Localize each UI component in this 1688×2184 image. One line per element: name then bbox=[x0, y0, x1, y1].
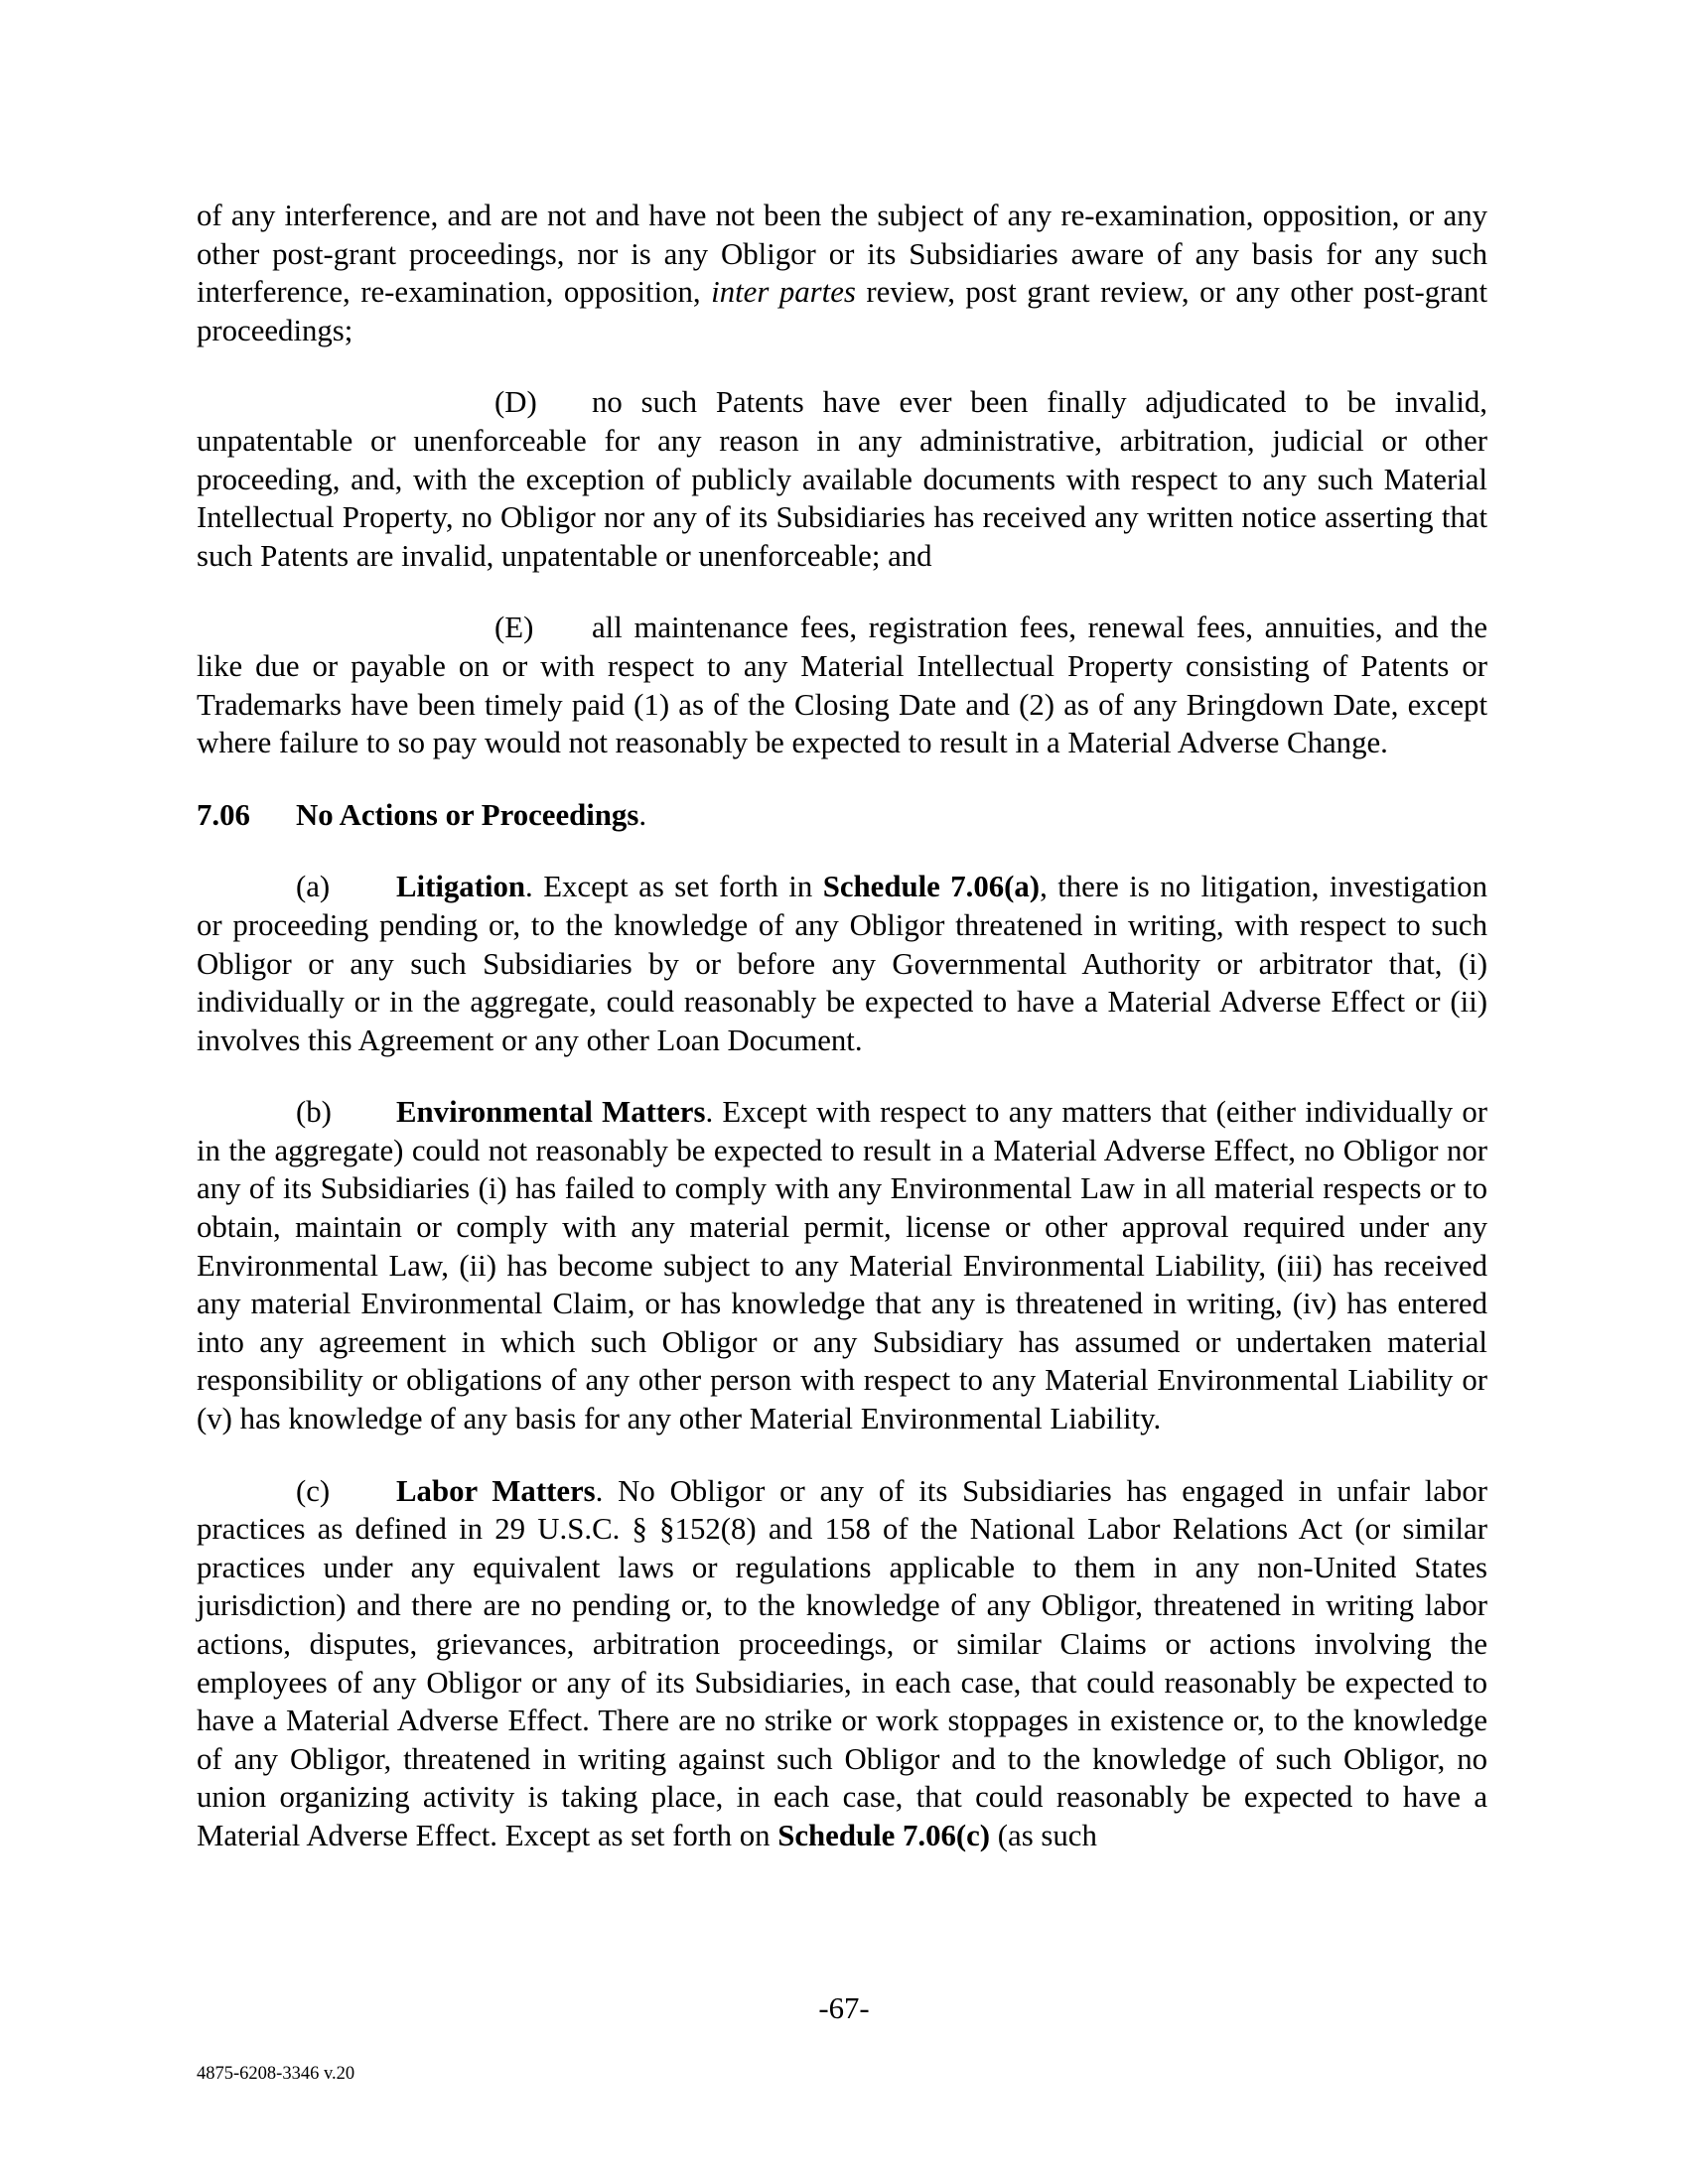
schedule-7-06-c-ref: Schedule 7.06(c) bbox=[777, 1818, 991, 1852]
document-body bbox=[197, 197, 1487, 1889]
subsection-b-heading: Environmental Matters bbox=[396, 1095, 706, 1130]
subsection-c-paragraph bbox=[197, 1472, 1487, 1855]
clause-e-text: all maintenance fees, registration fees, renewal fees, annuities, and the like due or payable on or with respect to any Material Intellectual Property consisting of Patents or Trademarks have been timely paid (1) as of the Closing Date and (2) as of any Bringdown Date, except where failure to so pay would not reasonably be expected to result in a Material Adverse Change. bbox=[197, 611, 1487, 760]
subsection-c-text: . No Obligor or any of its Subsidiaries has engaged in unfair labor practices as defined in 29 U.S.C. § §152(8) and 158 of the National Labor Relations Act (or similar practices under any equivalent laws or regulations applicable to them in any non-United States jurisdiction) and there are no pending or, to the knowledge of any Obligor, threatened in writing labor actions, disputes, grievances, arbitration proceedings, or similar Claims or actions involving the employees of any Obligor or any of its Subsidiaries, in each case, that could reasonably be expected to have a Material Adverse Effect. There are no strike or work stoppages in existence or, to the knowledge of any Obligor, threatened in writing against such Obligor and to the knowledge of such Obligor, no union organizing activity is taking place, in each case, that could reasonably be expected to have a Material Adverse Effect. Except as set forth on bbox=[197, 1473, 1487, 1852]
inter-partes-term: inter partes bbox=[711, 275, 856, 310]
subsection-c-text-end: (as such bbox=[990, 1818, 1097, 1852]
subsection-a-text-end: , there is no litigation, investigation or proceeding pending or, to the knowledge of any Obligor threatened in writing, with respect to such Obligor or any such Subsidiaries by or before any Governmental Authority or arbitrator that, (i) individually or in the aggregate, could reasonably be expected to have a Material Adverse Effect or (ii) involves this Agreement or any other Loan Document. bbox=[197, 870, 1487, 1057]
section-title: No Actions or Proceedings bbox=[296, 797, 639, 832]
subsection-a-text: . Except as set forth in bbox=[525, 870, 823, 904]
clause-e-paragraph bbox=[197, 609, 1487, 761]
subsection-b-text: . Except with respect to any matters that (either individually or in the aggregate) could not reasonably be expected to result in a Material Adverse Effect, no Obligor nor any of its Subsidiaries (i) has failed to comply with any Environmental Law in all material respects or to obtain, maintain or comply with any material permit, license or other approval required under any Environmental Law, (ii) has become subject to any Material Environmental Liability, (iii) has received any material Environmental Claim, or has knowledge that any is threatened in writing, (iv) has entered into any agreement in which such Obligor or any Subsidiary has assumed or undertaken material responsibility or obligations of any other person with respect to any Material Environmental Liability or (v) has knowledge of any basis for any other Material Environmental Liability. bbox=[197, 1095, 1487, 1436]
clause-e-number: (E) bbox=[494, 611, 534, 645]
clause-d-paragraph bbox=[197, 383, 1487, 575]
subsection-c-number: (c) bbox=[296, 1473, 331, 1508]
subsection-c-heading: Labor Matters bbox=[396, 1473, 596, 1508]
subsection-b-paragraph bbox=[197, 1093, 1487, 1437]
section-number: 7.06 bbox=[197, 797, 250, 832]
schedule-7-06-a-ref: Schedule 7.06(a) bbox=[822, 870, 1041, 904]
document-id: 4875-6208-3346 v.20 bbox=[197, 2064, 355, 2084]
subsection-a-number: (a) bbox=[296, 870, 331, 904]
continuation-text: of any interference, and are not and have not been the subject of any re-examination, opposition, or any other post-grant proceedings, nor is any Obligor or its Subsidiaries aware of any basis for any such interference, re-examination, opposition, bbox=[197, 199, 1487, 310]
subsection-a-paragraph bbox=[197, 868, 1487, 1059]
section-title-suffix: . bbox=[638, 797, 647, 832]
clause-d-text: no such Patents have ever been finally adjudicated to be invalid, unpatentable or unenforceable for any reason in any administrative, arbitration, judicial or other proceeding, and, with the exception of publicly available documents with respect to any such Material Intellectual Property, no Obligor nor any of its Subsidiaries has received any written notice asserting that such Patents are invalid, unpatentable or unenforceable; and bbox=[197, 385, 1487, 573]
page-number: -67- bbox=[818, 1991, 870, 2025]
clause-d-number: (D) bbox=[494, 385, 537, 420]
section-heading bbox=[197, 796, 1487, 835]
subsection-b-number: (b) bbox=[296, 1095, 332, 1130]
continuation-paragraph bbox=[197, 197, 1487, 349]
subsection-a-heading: Litigation bbox=[396, 870, 526, 904]
continuation-text-end: review, post grant review, or any other post-grant proceedings; bbox=[197, 275, 1487, 347]
